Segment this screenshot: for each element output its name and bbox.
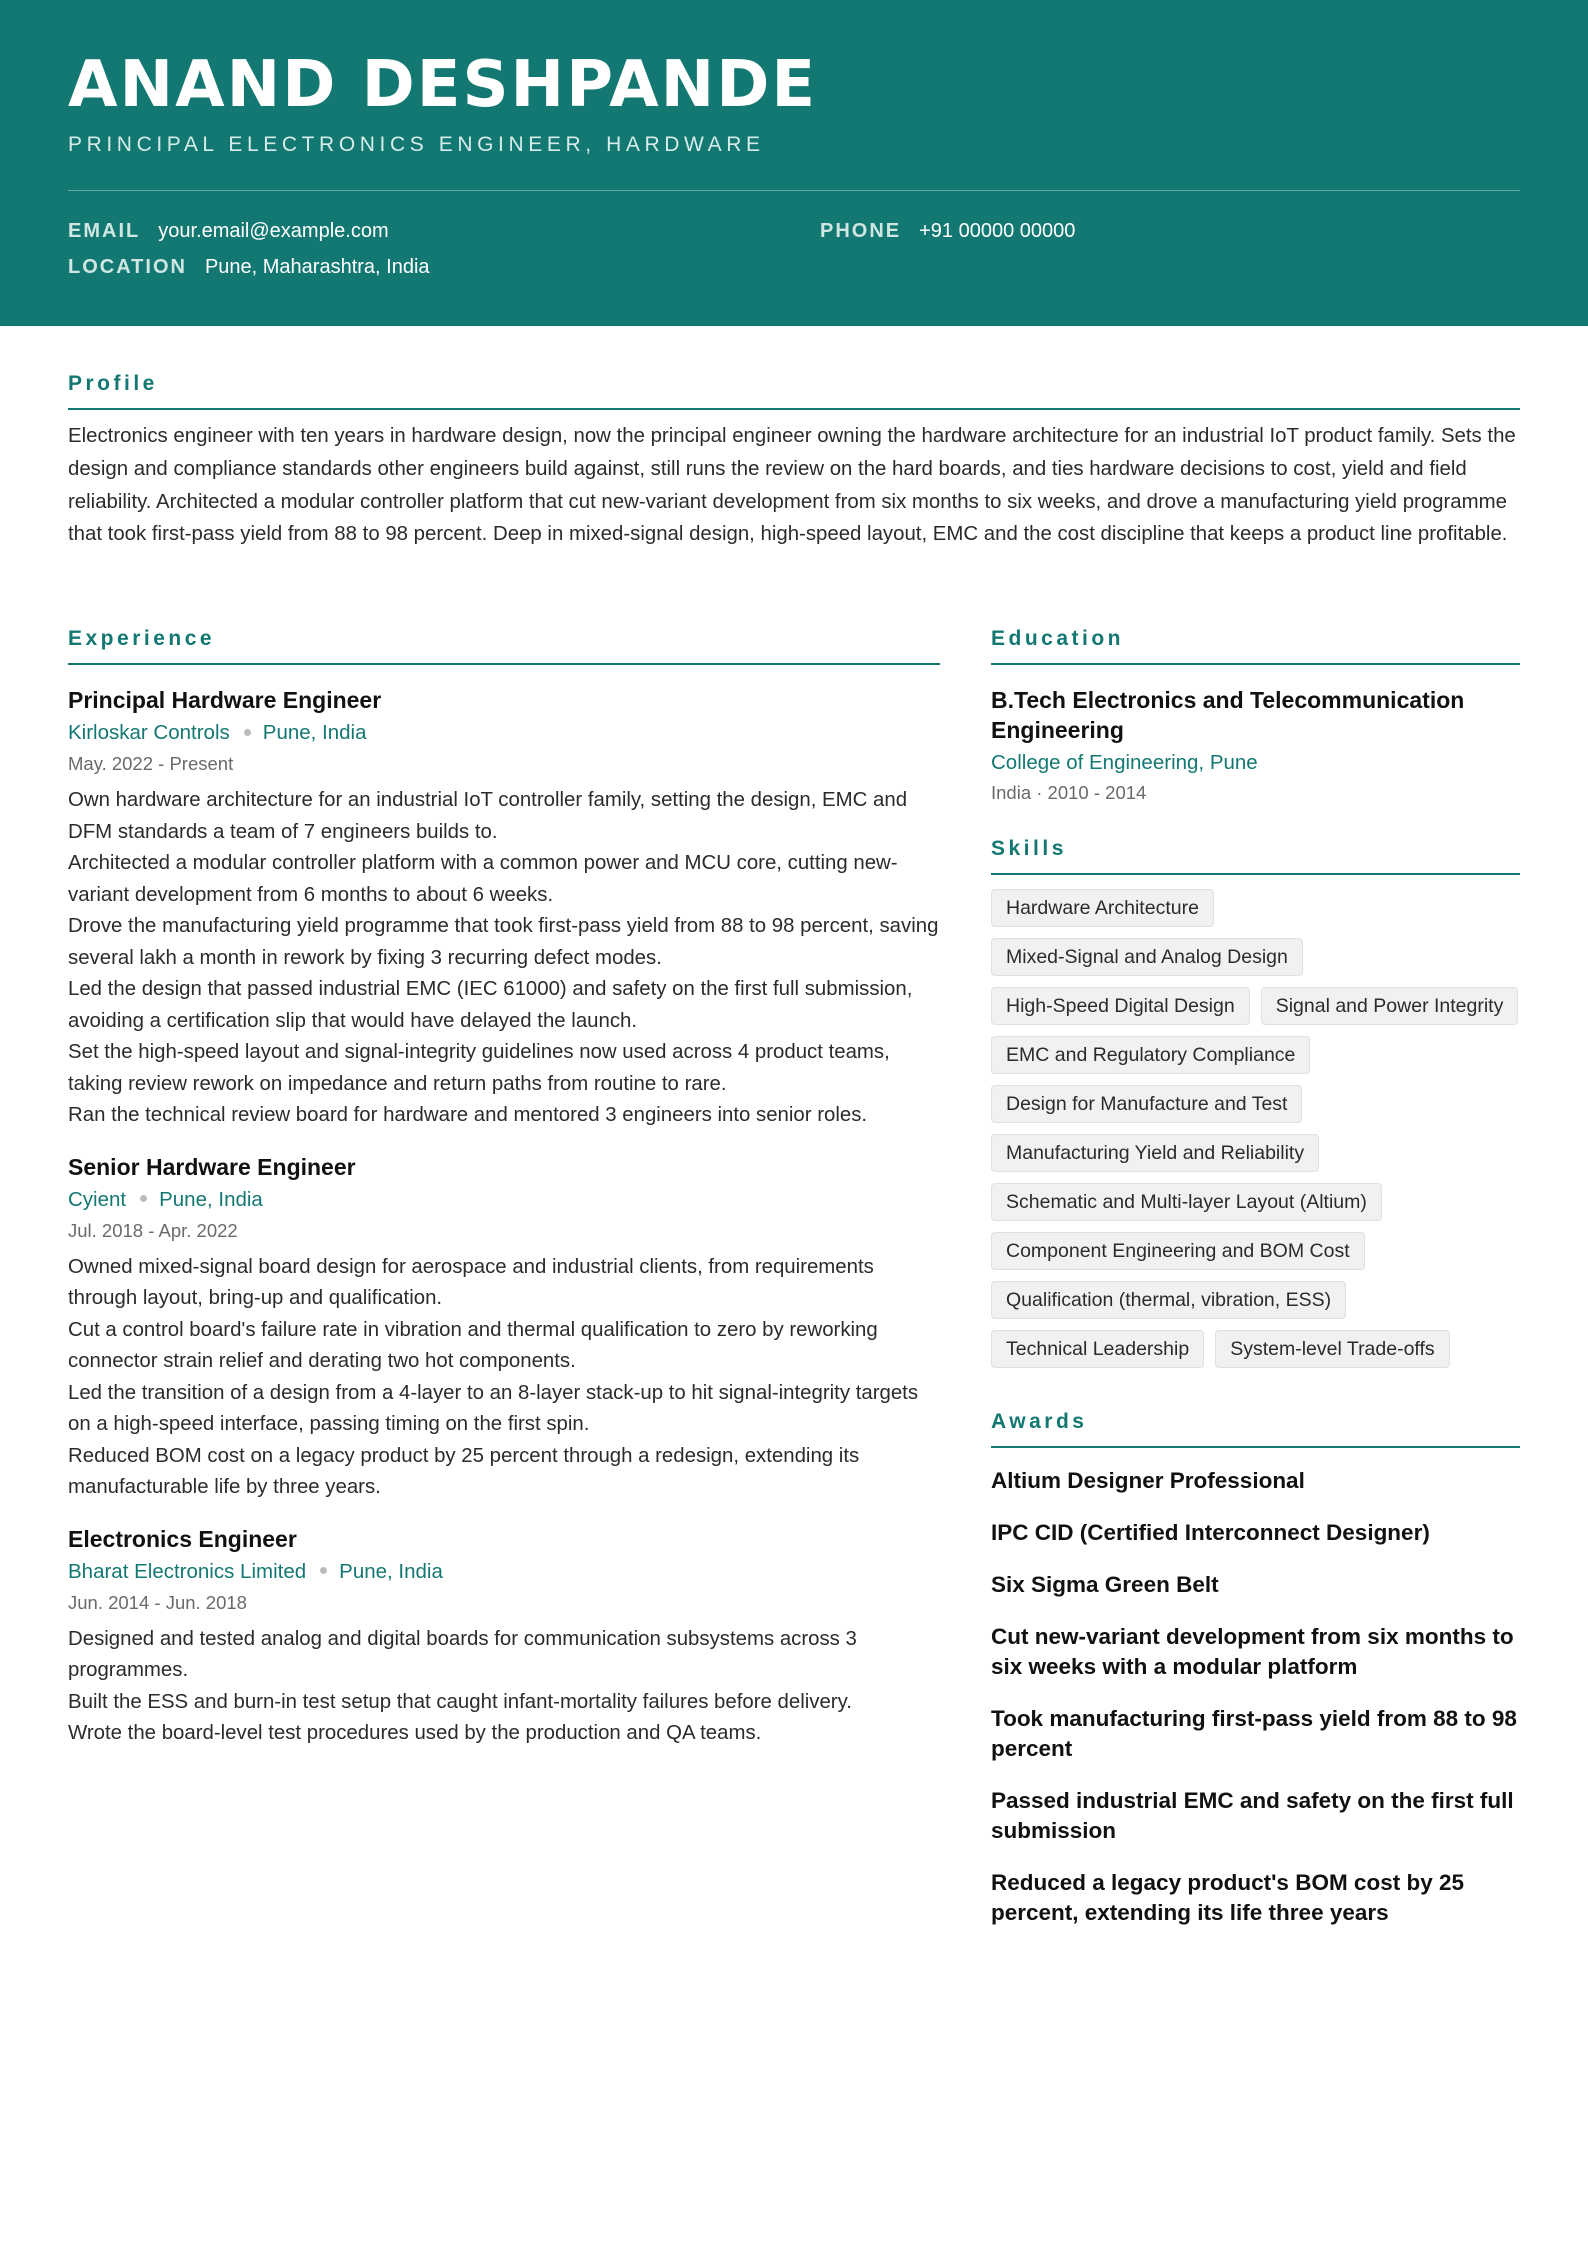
candidate-name: ANAND DESHPANDE	[68, 48, 818, 122]
job-title: Electronics Engineer	[68, 1525, 297, 1552]
job-bullet: Architected a modular controller platform with a common power and MCU core, cutting new-variant development from 6 months to about 6 weeks.	[68, 852, 898, 906]
contact-location	[68, 256, 430, 279]
skill-tag: Design for Manufacture and Test	[991, 1085, 1302, 1123]
award-item: Six Sigma Green Belt	[991, 1572, 1219, 1597]
job-company: Bharat Electronics Limited	[68, 1559, 307, 1583]
job-bullet: Wrote the board-level test procedures used by the production and QA teams.	[68, 1722, 762, 1744]
skills-section	[991, 837, 1520, 1368]
job-bullet: Set the high-speed layout and signal-integrity guidelines now used across 4 product teams, taking review rework on impedance and return paths from routine to rare.	[68, 1041, 890, 1095]
job-location: Pune, India	[159, 1187, 263, 1211]
award-item: Passed industrial EMC and safety on the first full submission	[991, 1788, 1514, 1843]
job-dates: May. 2022 - Present	[68, 753, 234, 774]
job-dates: Jun. 2014 - Jun. 2018	[68, 1591, 247, 1613]
location-label: LOCATION	[68, 256, 187, 278]
header-divider	[68, 190, 1520, 191]
job-bullet: Designed and tested analog and digital boards for communication subsystems across 3 programmes.	[68, 1627, 857, 1681]
email-value[interactable]: your.email@example.com	[158, 220, 389, 242]
job-dates: Jul. 2018 - Apr. 2022	[68, 1219, 238, 1241]
award-item: IPC CID (Certified Interconnect Designer)	[991, 1520, 1430, 1545]
skill-tag: Technical Leadership	[991, 1330, 1204, 1368]
job-entry	[68, 685, 940, 1132]
job-company: Cyient	[68, 1187, 127, 1211]
resume-header	[0, 0, 1588, 326]
skill-tag: Schematic and Multi-layer Layout (Altium)	[991, 1183, 1382, 1221]
job-list	[68, 685, 940, 1750]
skill-tag: Hardware Architecture	[991, 889, 1214, 927]
profile-summary: Electronics engineer with ten years in hardware design, now the principal engineer owning the hardware architecture for an industrial IoT product family. Sets the design and compliance standards other engineers build against, still runs the review on the hard boards, and ties hardware decisions to cost, yield and field reliability. Architected a modular controller platform that cut new-variant development from six months to six weeks, and drove a manufacturing yield programme that took first-pass yield from 88 to 98 percent. Deep in mixed-signal design, high-speed layout, EMC and the cost discipline that keeps a product line profitable.	[68, 425, 1516, 546]
job-bullet: Built the ESS and burn-in test setup that caught infant-mortality failures before delivery.	[68, 1690, 852, 1713]
section-title-profile: Profile	[68, 372, 1520, 410]
awards-section	[991, 1410, 1520, 1928]
section-title-awards: Awards	[991, 1410, 1520, 1448]
job-bullet: Owned mixed-signal board design for aerospace and industrial clients, from requirements through layout, bring-up and qualification.	[68, 1255, 874, 1309]
job-bullet: Led the transition of a design from a 4-layer to an 8-layer stack-up to hit signal-integrity targets on a high-speed interface, passing timing on the first spin.	[68, 1381, 919, 1435]
skill-tag: Signal and Power Integrity	[1261, 987, 1519, 1025]
job-bullet: Reduced BOM cost on a legacy product by 25 percent through a redesign, extending its manufacturable life by three years.	[68, 1444, 860, 1498]
skill-tag: System-level Trade-offs	[1215, 1330, 1449, 1368]
skill-tag: EMC and Regulatory Compliance	[991, 1036, 1310, 1074]
award-item: Altium Designer Professional	[991, 1468, 1305, 1493]
job-headline: PRINCIPAL ELECTRONICS ENGINEER, HARDWARE	[68, 133, 765, 156]
email-label: EMAIL	[68, 220, 141, 242]
experience-section	[68, 627, 940, 1750]
award-item: Cut new-variant development from six months to six weeks with a modular platform	[991, 1624, 1514, 1679]
skill-tags	[991, 889, 1520, 1368]
job-meta	[68, 1556, 940, 1588]
location-value: Pune, Maharashtra, India	[204, 256, 430, 278]
sidebar-column	[991, 627, 1520, 1928]
job-bullet: Cut a control board's failure rate in vibration and thermal qualification to zero by reworking connector strain relief and derating two hot components.	[68, 1318, 878, 1372]
skill-tag: Mixed-Signal and Analog Design	[991, 938, 1303, 976]
separator-dot-icon	[320, 1567, 327, 1574]
job-meta	[68, 1184, 940, 1216]
award-list	[991, 1466, 1520, 1928]
job-bullet: Led the design that passed industrial EMC (IEC 61000) and safety on the first full submission, avoiding a certification slip that would have delayed the launch.	[68, 978, 913, 1032]
job-bullets	[68, 785, 940, 1132]
separator-dot-icon	[244, 729, 251, 736]
education-school: College of Engineering, Pune	[991, 751, 1258, 774]
phone-value[interactable]: +91 00000 00000	[919, 220, 1076, 242]
contact-email	[68, 220, 389, 243]
job-entry	[68, 1152, 940, 1504]
award-item: Reduced a legacy product's BOM cost by 25 percent, extending its life three years	[991, 1870, 1464, 1925]
skill-tag: High-Speed Digital Design	[991, 987, 1250, 1025]
job-location: Pune, India	[339, 1559, 443, 1583]
separator-dot-icon	[140, 1195, 147, 1202]
job-meta	[68, 717, 940, 749]
job-entry	[68, 1524, 940, 1750]
award-item: Took manufacturing first-pass yield from 88 to 98 percent	[991, 1706, 1517, 1761]
job-title: Principal Hardware Engineer	[68, 687, 382, 713]
job-bullet: Own hardware architecture for an industrial IoT controller family, setting the design, EMC and DFM standards a team of 7 engineers builds to.	[68, 789, 908, 843]
skill-tag: Qualification (thermal, vibration, ESS)	[991, 1281, 1346, 1319]
job-bullet: Ran the technical review board for hardware and mentored 3 engineers into senior roles.	[68, 1104, 868, 1126]
section-title-skills: Skills	[991, 837, 1520, 875]
profile-section	[68, 372, 1520, 551]
job-bullet: Drove the manufacturing yield programme that took first-pass yield from 88 to 98 percent, saving several lakh a month in rework by fixing 3 recurring defect modes.	[68, 915, 939, 969]
education-degree: B.Tech Electronics and Telecommunication Engineering	[991, 687, 1465, 743]
skill-tag: Manufacturing Yield and Reliability	[991, 1134, 1319, 1172]
skill-tag: Component Engineering and BOM Cost	[991, 1232, 1365, 1270]
job-company: Kirloskar Controls	[68, 721, 230, 744]
job-title: Senior Hardware Engineer	[68, 1153, 356, 1180]
job-location: Pune, India	[262, 721, 367, 744]
job-bullets	[68, 1252, 940, 1504]
section-title-education: Education	[991, 627, 1520, 665]
contact-phone	[820, 220, 1075, 243]
job-bullets	[68, 1624, 940, 1750]
education-meta: India · 2010 - 2014	[991, 782, 1147, 803]
phone-label: PHONE	[820, 220, 902, 242]
section-title-experience: Experience	[68, 627, 940, 665]
